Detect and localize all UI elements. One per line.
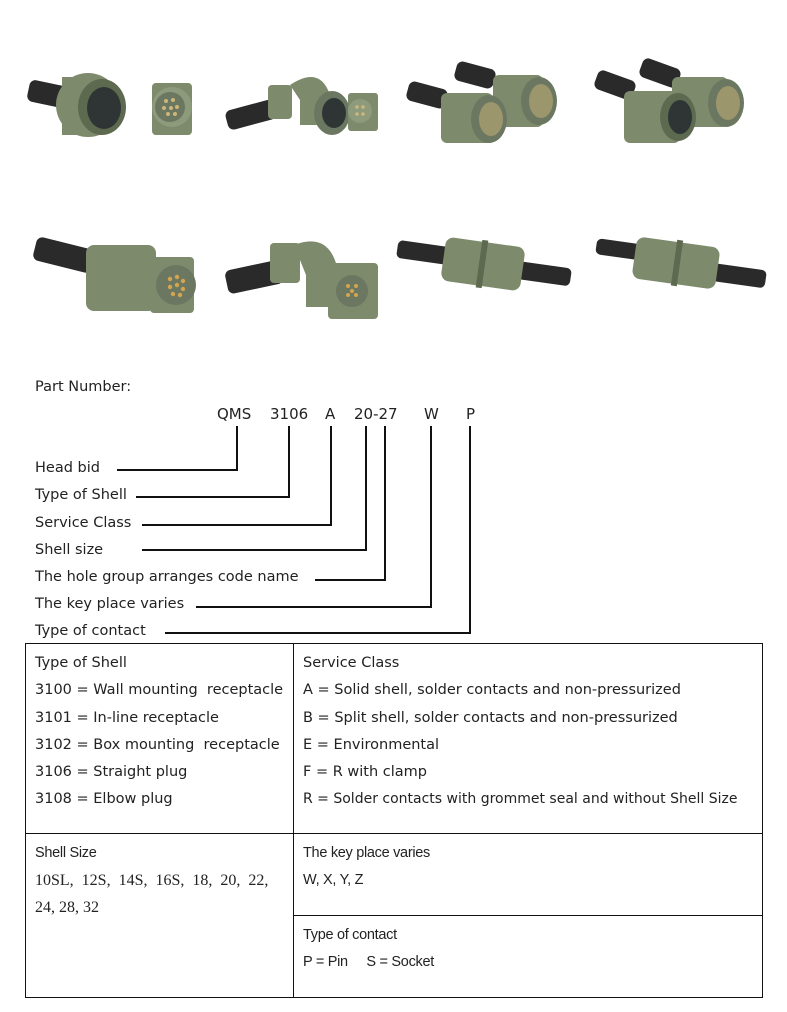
cell-type-of-shell xyxy=(26,644,294,834)
segment-shell-type: 3106 xyxy=(270,405,309,423)
cell-title: Type of contact xyxy=(303,927,397,943)
label-service-class: Service Class xyxy=(35,515,132,531)
product-photo-4 xyxy=(590,55,770,175)
contact-type-values: P = Pin S = Socket xyxy=(303,954,434,971)
cell-title: Shell Size xyxy=(35,845,97,861)
cell-title: Service Class xyxy=(303,655,400,671)
product-photo-7 xyxy=(395,220,575,340)
cell-title: The key place varies xyxy=(303,845,430,861)
product-photo-5 xyxy=(30,225,210,345)
segment-contact-type: P xyxy=(466,405,476,423)
cell-key-place xyxy=(294,834,763,916)
service-class-item: A = Solid shell, solder contacts and non-pressurized xyxy=(303,682,681,699)
product-photo-1 xyxy=(20,45,200,165)
service-class-item: B = Split shell, solder contacts and non-pressurized xyxy=(303,709,678,726)
service-class-item: F = R with clamp xyxy=(303,764,427,781)
shell-type-item: 3102 = Box mounting receptacle xyxy=(35,736,280,753)
label-type-of-contact: Type of contact xyxy=(35,623,146,639)
shell-type-item: 3106 = Straight plug xyxy=(35,764,188,781)
service-class-item: E = Environmental xyxy=(303,736,440,753)
label-head-bid: Head bid xyxy=(35,460,100,476)
product-photo-3 xyxy=(405,55,585,175)
shell-type-item: 3101 = In-line receptacle xyxy=(35,709,219,726)
key-place-values: W, X, Y, Z xyxy=(303,872,364,889)
label-type-of-shell: Type of Shell xyxy=(35,487,127,503)
product-photo-6 xyxy=(220,225,400,345)
product-photo-2 xyxy=(220,45,400,165)
label-key-place: The key place varies xyxy=(35,596,185,612)
service-class-item: R = Solder contacts with grommet seal and without Shell Size xyxy=(303,791,738,808)
cell-type-of-contact xyxy=(294,916,763,998)
shell-type-item: 3100 = Wall mounting receptacle xyxy=(35,682,284,699)
label-hole-group: The hole group arranges code name xyxy=(35,569,299,585)
shell-size-values-cont: 24, 28, 32 xyxy=(35,899,99,917)
segment-service-class: A xyxy=(325,405,336,423)
cell-service-class xyxy=(294,644,763,834)
cell-shell-size xyxy=(26,834,294,998)
segment-key-place: W xyxy=(424,405,439,423)
label-shell-size: Shell size xyxy=(35,542,104,558)
shell-type-item: 3108 = Elbow plug xyxy=(35,791,173,808)
product-photo-8 xyxy=(590,220,770,340)
cell-title: Type of Shell xyxy=(35,655,127,671)
part-number-heading: Part Number: xyxy=(35,379,132,395)
spec-table xyxy=(25,643,763,998)
segment-shell-size-arrangement: 20-27 xyxy=(354,405,398,423)
connector-illustration xyxy=(20,45,200,165)
segment-head-bid: QMS xyxy=(217,405,252,423)
shell-size-values: 10SL, 12S, 14S, 16S, 18, 20, 22, xyxy=(35,872,269,890)
